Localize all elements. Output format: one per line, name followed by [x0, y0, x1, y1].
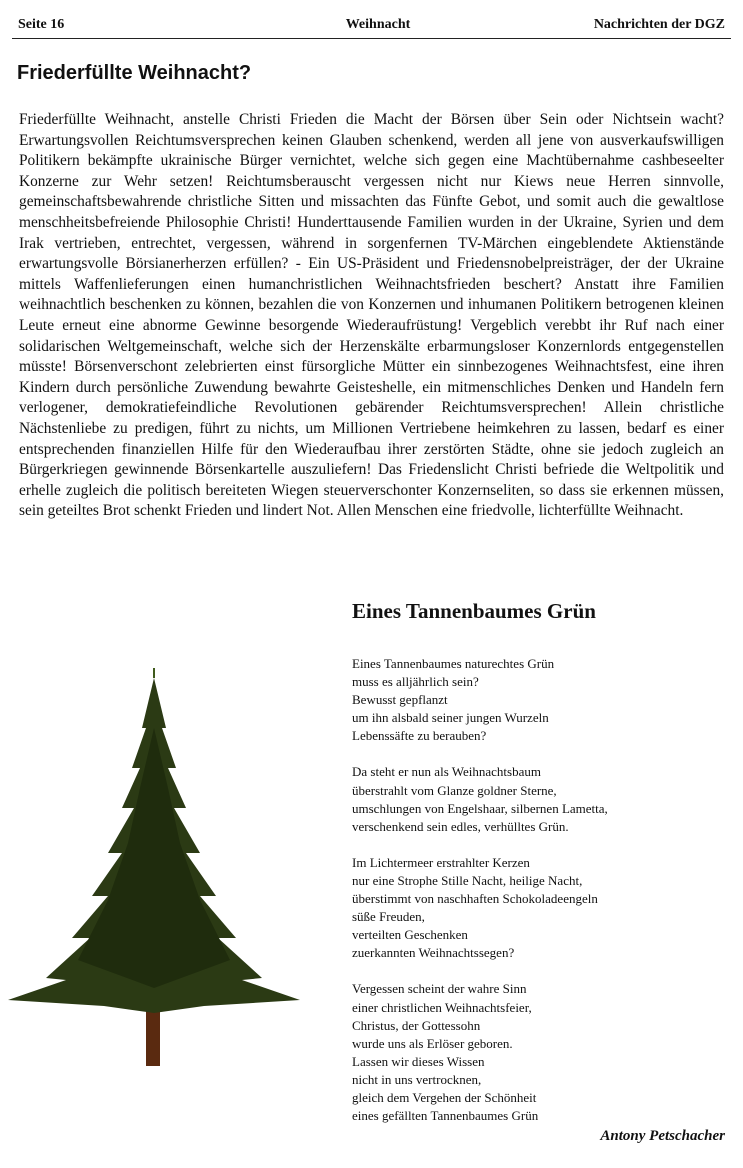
- poem-line: überstimmt von naschhaften Schokoladeengeln: [352, 891, 598, 907]
- poem-line: nicht in uns vertrocknen,: [352, 1071, 482, 1087]
- header-rule: [12, 38, 731, 39]
- poem-line: umschlungen von Engelshaar, silbernen Lametta,: [352, 800, 608, 816]
- article-body: Friederfüllte Weihnacht, anstelle Christi Frieden die Macht der Börsen über Sein oder Nichtsein wacht? Erwartungsvollen Reichtumsversprechen keinen Glauben schenkend, werden all jene von ausverkaufswilligen Politikern bekämpfte ukrainische Bürger vernichtet, welche sich gegen eine Machtübernahme cashbeseelter Konzerne zur Wehr setzen! Reichtumsberauscht vergessen nicht nur Kiews neue Herren sinnvolle, gemeinschaftsbewahrende christliche Sitten und missachten das Fünfte Gebot, und somit auch die gewaltlose menschheitsbefreiende Philosophie Christi! Hunderttausende Familien wurden in der Ukraine, Syrien und dem Irak vertrieben, entrechtet, vergessen, während in sorgenfernen TV-Märchen eingeblendete Aktienstände erwartungsvolle Börsianerherzen erfüllen? - Ein US-Präsident und Friedensnobelpreisträger, der der Ukraine mittels Waffenlieferungen einen humanchristlichen Weihnachtsfrieden beschert? Anstatt ihre Familien weihnachtlich beschenken zu können, bezahlen die von Konzernen und inhumanen Politikern betrogenen kleinen Leute erneut eine abnorme Gewinne besorgende Wiederaufrüstung! Vergeblich verebbt ihr Ruf nach einer solidarischen Weltgemeinschaft, welche sich der Herzenskälte erbarmungsloser Konzernlords entgegenstellen müsste! Börsenverschont zelebrierten einst fürsorgliche Mütter ein sinnbezogenes Weihnachtsfest, eine ihren Kindern durch persönliche Zuwendung bewahrte Geisteshelle, ein mitmenschliches Denken und Handeln fern verlogener, demokratiefeindliche Revolutionen gebärender Reichtumsversprechen! Allein christliche Nächstenliebe zu predigen, führt zu nichts, um Millionen Vertriebene heimkehren zu lassen, bedarf es einer entsprechenden finanziellen Hilfe für den Wiederaufbau ihrer zerstörten Städte, ohne sie jedoch zugleich an Bürgerkriegen gewinnende Börsenkartelle auszuliefern! Das Friedenslicht Christi befriede die Weltpolitik und erhelle zugleich die politisch bereiteten Wiegen steuerverschonter Konzernseliten, so dass sie erkennen müssen, sein geteiltes Brot schenkt Frieden und lindert Not. Allen Menschen eine friedvolle, lichterfüllte Weihnacht.: [19, 111, 724, 520]
- poem-line: zuerkannten Weihnachtssegen?: [352, 945, 515, 961]
- poem-line: wurde uns als Erlöser geboren.: [352, 1035, 513, 1051]
- poem-line: um ihn alsbald seiner jungen Wurzeln: [352, 710, 549, 726]
- poem-title: Eines Tannenbaumes Grün: [352, 599, 596, 623]
- page-number: Seite 16: [18, 17, 65, 32]
- poem-line: Vergessen scheint der wahre Sinn: [352, 981, 527, 997]
- poem-line: Im Lichtermeer erstrahlter Kerzen: [352, 854, 530, 870]
- poem-line: nur eine Strophe Stille Nacht, heilige Nacht,: [352, 872, 583, 888]
- poem-line: Bewusst gepflanzt: [352, 692, 448, 708]
- poem-line: gleich dem Vergehen der Schönheit: [352, 1089, 537, 1105]
- poem-line: Da steht er nun als Weihnachtsbaum: [352, 764, 541, 780]
- poem-line: eines gefällten Tannenbaumes Grün: [352, 1108, 539, 1124]
- poem-stanza: [352, 655, 712, 745]
- poem-line: Christus, der Gottessohn: [352, 1017, 481, 1033]
- section-name: Weihnacht: [345, 17, 411, 32]
- poem-line: Eines Tannenbaumes naturechtes Grün: [352, 656, 555, 671]
- tree-foliage-shade: [78, 728, 230, 988]
- publication-name: Nachrichten der DGZ: [593, 17, 725, 32]
- poem-line: einer christlichen Weihnachtsfeier,: [352, 999, 532, 1015]
- page-header: [18, 17, 725, 39]
- poem-line: überstrahlt vom Glanze goldner Sterne,: [352, 782, 557, 798]
- poem-line: Lassen wir dieses Wissen: [352, 1053, 485, 1069]
- article-title: Friederfüllte Weihnacht?: [17, 62, 252, 84]
- poem-stanza: [352, 854, 712, 963]
- poem-line: Lebenssäfte zu berauben?: [352, 728, 487, 744]
- poem-stanza: [352, 980, 712, 1125]
- poem-line: verteilten Geschenken: [352, 927, 468, 943]
- christmas-tree-icon: [4, 668, 304, 1068]
- poem-line: muss es alljährlich sein?: [352, 674, 479, 690]
- poem-line: süße Freuden,: [352, 909, 425, 925]
- poem-author: Antony Petschacher: [600, 1128, 725, 1144]
- poem-line: verschenkend sein edles, verhülltes Grün.: [352, 818, 569, 834]
- poem-body: [352, 655, 712, 1143]
- poem-stanza: [352, 763, 712, 835]
